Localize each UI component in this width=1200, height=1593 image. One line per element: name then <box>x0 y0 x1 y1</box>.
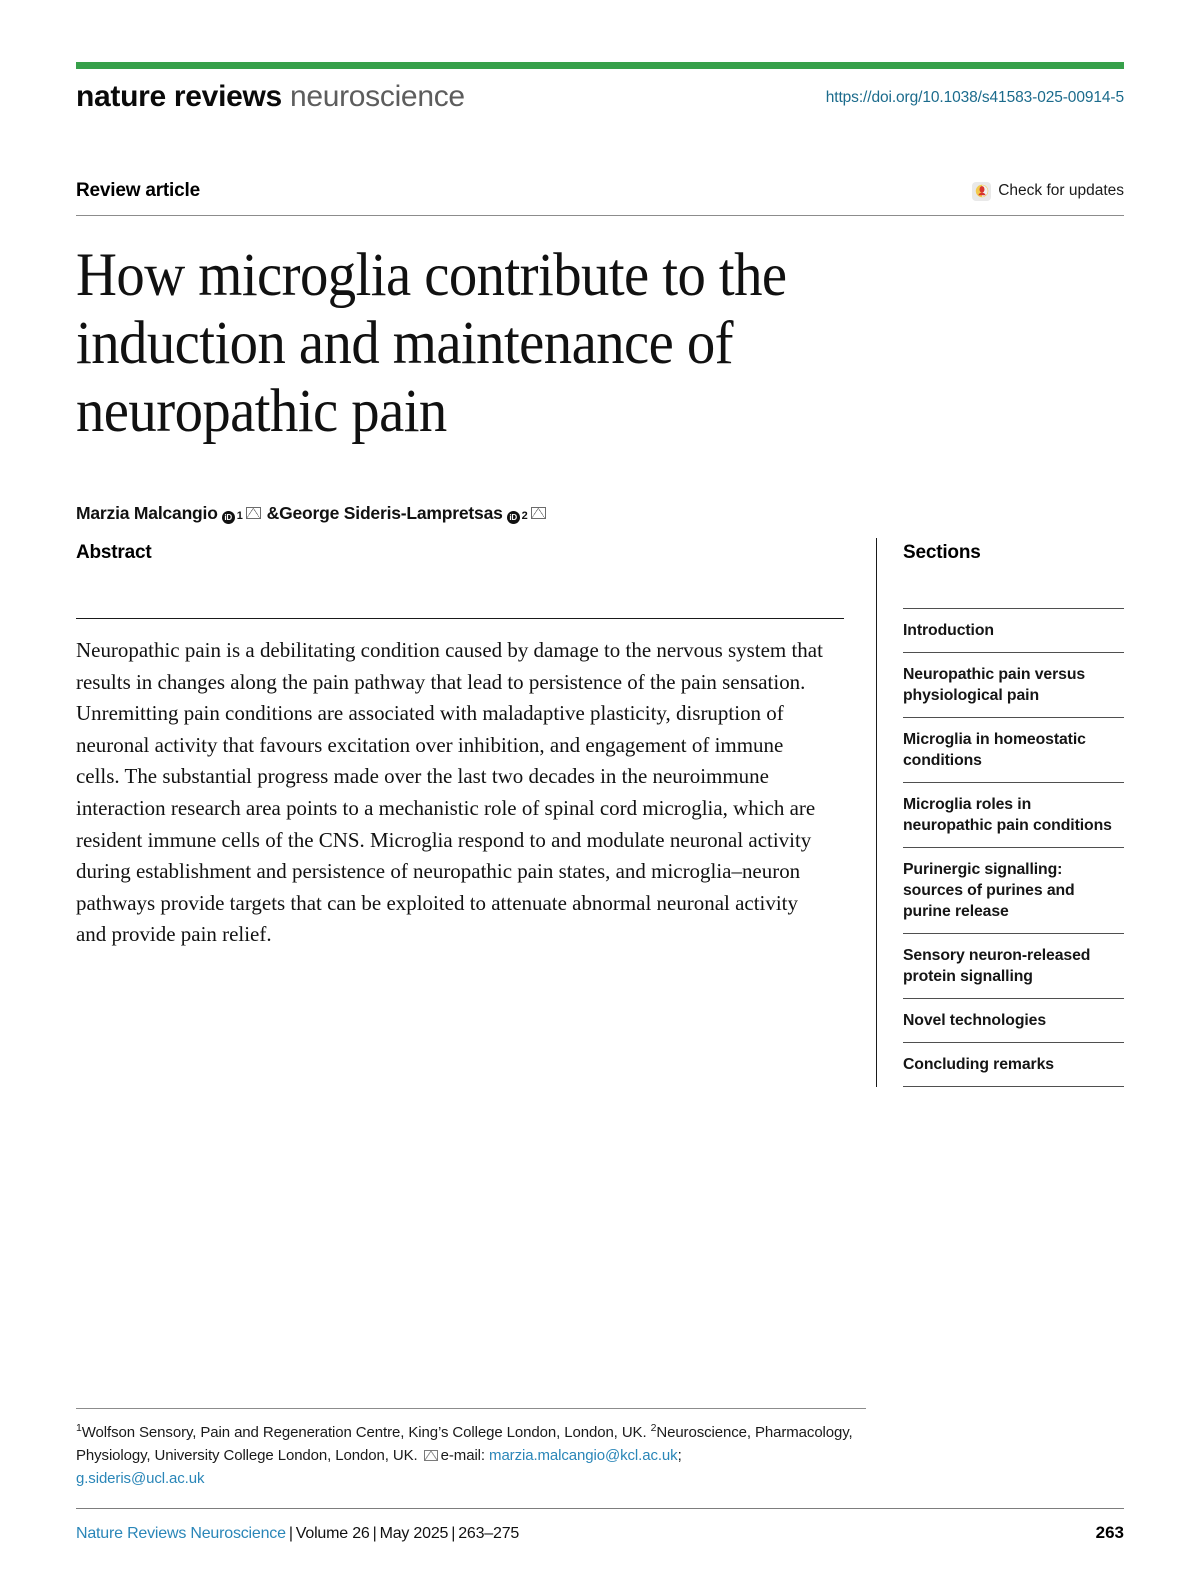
brand-accent-bar <box>76 62 1124 69</box>
affiliation-marker-2: 2 <box>650 1422 657 1434</box>
footer-separator: | <box>372 1525 377 1542</box>
email-icon <box>424 1450 438 1461</box>
affiliation-1: Wolfson Sensory, Pain and Regeneration Centre, King’s College London, London, UK. <box>81 1424 651 1441</box>
abstract-column <box>76 534 876 1087</box>
affiliations-text <box>76 1421 866 1490</box>
email-icon[interactable] <box>531 507 546 519</box>
affiliations-block <box>76 1408 1124 1490</box>
doi-link[interactable]: https://doi.org/10.1038/s41583-025-00914-5 <box>825 89 1124 106</box>
footer-pages: 263–275 <box>458 1525 520 1542</box>
section-item-concluding-remarks[interactable]: Concluding remarks <box>903 1042 1124 1087</box>
email-link-2[interactable]: g.sideris@ucl.ac.uk <box>76 1469 205 1487</box>
article-type-row <box>76 180 1124 202</box>
footer-separator: | <box>451 1525 456 1542</box>
section-item-microglia-roles-in-neuropathic-pain-conditions[interactable]: Microglia roles in neuropathic pain conditions <box>903 782 1124 847</box>
author-list <box>76 503 1124 524</box>
section-item-neuropathic-pain-versus-physiological-pain[interactable]: Neuropathic pain versus physiological pain <box>903 652 1124 717</box>
email-link-1[interactable]: marzia.malcangio@kcl.ac.uk <box>489 1446 678 1464</box>
check-for-updates[interactable] <box>972 182 1124 201</box>
affiliation-2: Neuroscience, Pharmacology, Physiology, University College London, London, UK. <box>76 1424 853 1464</box>
wordmark-nature-reviews: nature reviews <box>76 80 282 113</box>
footer-date: May 2025 <box>379 1525 449 1542</box>
check-for-updates-label: Check for updates <box>998 182 1124 199</box>
journal-wordmark <box>76 82 465 112</box>
page-title: How microglia contribute to the induction and maintenance of neuropathic pain <box>76 242 787 445</box>
section-item-novel-technologies[interactable]: Novel technologies <box>903 998 1124 1042</box>
header-divider <box>76 215 1124 216</box>
wordmark-journal-name: neuroscience <box>281 80 465 113</box>
orcid-icon[interactable]: iD <box>222 511 235 524</box>
author-name-2[interactable]: George Sideris-Lampretsas <box>279 503 503 523</box>
author-name-1[interactable]: Marzia Malcangio <box>76 503 218 523</box>
footer-journal-name[interactable]: Nature Reviews Neuroscience <box>76 1525 286 1542</box>
crossmark-icon <box>972 182 991 201</box>
sections-heading: Sections <box>903 542 981 563</box>
masthead <box>76 82 1124 112</box>
abstract-text: Neuropathic pain is a debilitating condition caused by damage to the nervous system that results in changes along the pain pathway that lead to persistence of the pain sensation. Unremitting pain conditions are associated with maladaptive plasticity, disruption of neuronal activity that favours excitation over inhibition, and engagement of immune cells. The substantial progress made over the last two decades in the neuroimmune interaction research area points to a mechanistic role of spinal cord microglia, which are resident immune cells of the CNS. Microglia respond to and modulate neuronal activity during establishment and persistence of neuropathic pain states, and microglia–neuron pathways provide targets that can be exploited to attenuate abnormal neuronal activity and provide pain relief. <box>76 638 823 947</box>
page-number: 263 <box>1095 1523 1124 1542</box>
section-item-sensory-neuron-released-protein-signalling[interactable]: Sensory neuron-released protein signalling <box>903 933 1124 998</box>
affiliation-marker-1: 1 <box>76 1422 82 1434</box>
email-icon[interactable] <box>246 507 261 519</box>
sections-column <box>877 534 1124 1087</box>
abstract-heading: Abstract <box>76 542 152 563</box>
section-item-introduction[interactable]: Introduction <box>903 608 1124 652</box>
footer-volume: Volume 26 <box>295 1525 370 1542</box>
section-item-microglia-in-homeostatic-conditions[interactable]: Microglia in homeostatic conditions <box>903 717 1124 782</box>
page-footer <box>76 1508 1124 1543</box>
orcid-icon[interactable]: iD <box>507 511 520 524</box>
affiliations-divider <box>76 1408 866 1409</box>
footer-divider <box>76 1508 1124 1509</box>
author-conjunction: & <box>266 503 280 523</box>
author-affiliation-marker-2: 2 <box>521 510 528 522</box>
abstract-sections-grid <box>76 534 1124 1087</box>
sections-list <box>903 608 1124 1087</box>
footer-row <box>76 1523 1124 1543</box>
email-separator: ; <box>677 1446 682 1464</box>
abstract-divider <box>76 618 844 619</box>
footer-citation <box>76 1525 519 1543</box>
section-item-purinergic-signalling[interactable]: Purinergic signalling: sources of purines and purine release <box>903 847 1124 933</box>
footer-separator: | <box>288 1525 293 1542</box>
article-type-label: Review article <box>76 180 200 201</box>
email-label: e-mail: <box>440 1446 490 1464</box>
author-affiliation-marker-1: 1 <box>236 510 243 522</box>
